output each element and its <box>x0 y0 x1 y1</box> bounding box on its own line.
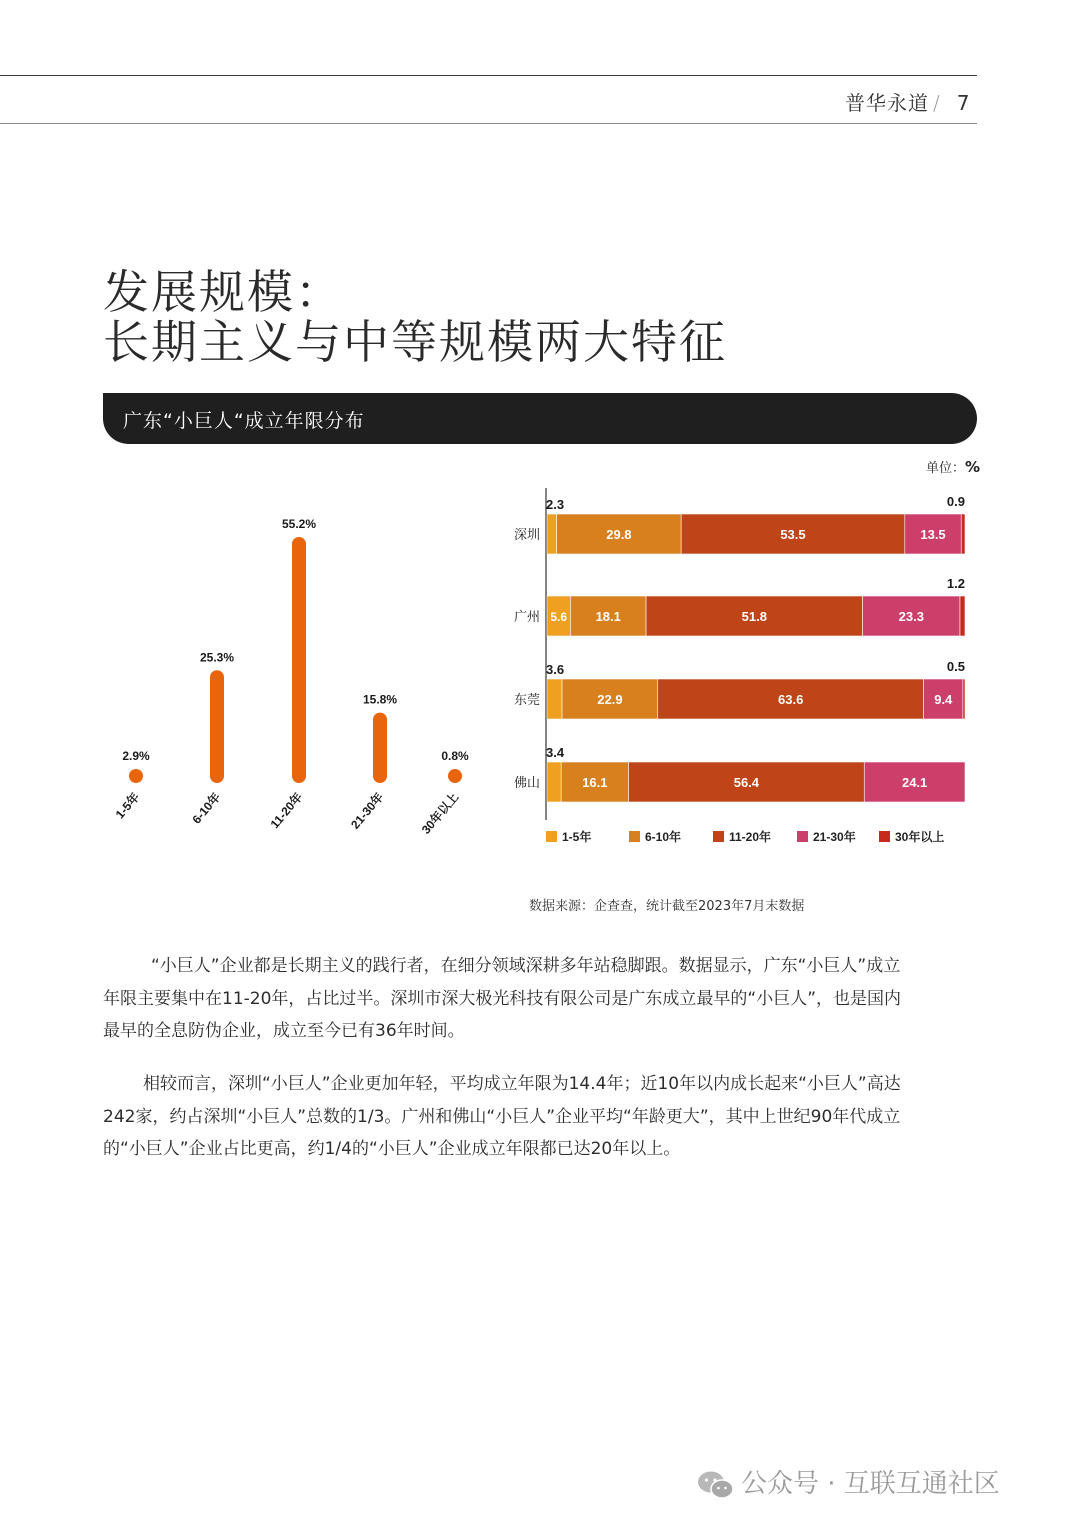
segment-value-label: 51.8 <box>741 609 767 624</box>
segment-value-label: 0.5 <box>946 659 965 674</box>
page-title-line-2: 长期主义与中等规模两大特征 <box>103 315 727 369</box>
segment-value-label: 3.4 <box>546 745 565 760</box>
page-title-line-1: 发展规模： <box>103 265 343 319</box>
age-category-label: 1-5年 <box>112 789 143 822</box>
segment-value-label: 24.1 <box>901 775 928 790</box>
segment-value-label: 1.2 <box>946 576 965 591</box>
unit-symbol: % <box>965 458 981 476</box>
page-number: 7 <box>956 91 971 115</box>
stacked-bar-chart <box>500 480 980 860</box>
legend-label: 30年以上 <box>895 830 945 844</box>
legend-swatch <box>713 831 724 842</box>
segment-value-label: 23.3 <box>898 609 924 624</box>
paragraph-1-line-1: “小巨人”企业都是长期主义的践行者，在细分领域深耕多年站稳脚跟。数据显示，广东“小巨人”成立 <box>151 956 901 976</box>
age-bar-value-label: 0.8% <box>441 749 469 763</box>
legend-label: 11-20年 <box>729 830 772 844</box>
segment-value-label: 9.4 <box>934 692 953 707</box>
header-bottom-rule <box>0 123 977 124</box>
stack-segment <box>547 514 557 554</box>
age-bar <box>373 713 387 783</box>
city-label: 东莞 <box>513 692 540 707</box>
age-bar <box>210 670 224 783</box>
watermark <box>697 1463 1000 1500</box>
unit-text: 单位： <box>926 461 966 476</box>
body-paragraph-1 <box>103 950 977 1048</box>
stack-segment <box>961 514 965 554</box>
segment-value-label: 2.3 <box>546 497 565 512</box>
city-label: 深圳 <box>513 527 540 542</box>
segment-value-label: 53.5 <box>780 527 806 542</box>
legend-swatch <box>546 831 557 842</box>
segment-value-label: 56.4 <box>733 775 760 790</box>
age-category-label: 30年以上 <box>418 789 462 837</box>
page-header <box>845 87 970 116</box>
segment-value-label: 5.6 <box>550 610 568 624</box>
segment-value-label: 29.8 <box>606 527 632 542</box>
body-paragraph-2 <box>103 1068 977 1166</box>
city-label: 佛山 <box>513 775 540 790</box>
age-bar-value-label: 55.2% <box>281 517 317 531</box>
paragraph-2-line-2: 242家，约占深圳“小巨人”总数的1/3。广州和佛山“小巨人”企业平均“年龄更大”，其中上世纪90年代成立 <box>103 1106 901 1127</box>
segment-value-label: 3.6 <box>546 662 565 677</box>
segment-value-label: 0.9 <box>946 494 965 509</box>
paragraph-2-line-1: 相较而言，深圳“小巨人”企业更加年轻，平均成立年限为14.4年；近10年以内成长起来“小巨人”高达 <box>143 1074 901 1094</box>
segment-value-label: 18.1 <box>595 609 621 624</box>
legend-label: 6-10年 <box>645 830 682 844</box>
brand-name: 普华永道 <box>845 91 929 115</box>
stack-segment <box>963 679 965 719</box>
pill-bar-chart <box>100 500 500 860</box>
wechat-icon <box>697 1470 735 1500</box>
age-bar-value-label: 2.9% <box>122 749 150 763</box>
paragraph-1-line-3: 最早的全息防伪企业，成立至今已有36年时间。 <box>103 1021 465 1041</box>
chart-banner-title: 广东“小巨人“成立年限分布 <box>123 410 365 432</box>
header-top-rule <box>0 75 977 76</box>
unit-label <box>926 457 980 476</box>
age-bar <box>292 537 306 783</box>
stack-segment <box>960 596 965 636</box>
segment-value-label: 13.5 <box>920 527 946 542</box>
paragraph-2-line-3: 的“小巨人”企业占比更高，约1/4的“小巨人”企业成立年限都已达20年以上。 <box>103 1139 681 1159</box>
legend-swatch <box>797 831 808 842</box>
stack-segment <box>547 762 561 802</box>
paragraph-1-line-2: 年限主要集中在11-20年，占比过半。深圳市深大极光科技有限公司是广东成立最早的“小巨人”，也是国内 <box>103 988 902 1009</box>
segment-value-label: 16.1 <box>582 775 608 790</box>
watermark-text: 公众号 · 互联互通社区 <box>741 1469 1000 1499</box>
age-bar-value-label: 25.3% <box>199 650 235 665</box>
age-category-label: 6-10年 <box>189 789 224 827</box>
legend-swatch <box>629 831 640 842</box>
age-bar <box>129 769 143 783</box>
age-category-label: 21-30年 <box>348 789 387 832</box>
legend-swatch <box>879 831 890 842</box>
data-source-note: 数据来源：企查查，统计截至2023年7月末数据 <box>529 899 805 914</box>
age-bar <box>448 769 462 783</box>
age-bar-value-label: 15.8% <box>362 692 398 707</box>
legend-label: 21-30年 <box>813 830 856 844</box>
age-category-label: 11-20年 <box>267 789 306 832</box>
city-label: 广州 <box>513 609 540 624</box>
legend-label: 1-5年 <box>562 830 592 844</box>
chart-banner <box>103 393 977 444</box>
stack-segment <box>547 679 562 719</box>
header-divider: / <box>933 91 941 115</box>
segment-value-label: 22.9 <box>597 692 623 707</box>
segment-value-label: 63.6 <box>778 692 804 707</box>
